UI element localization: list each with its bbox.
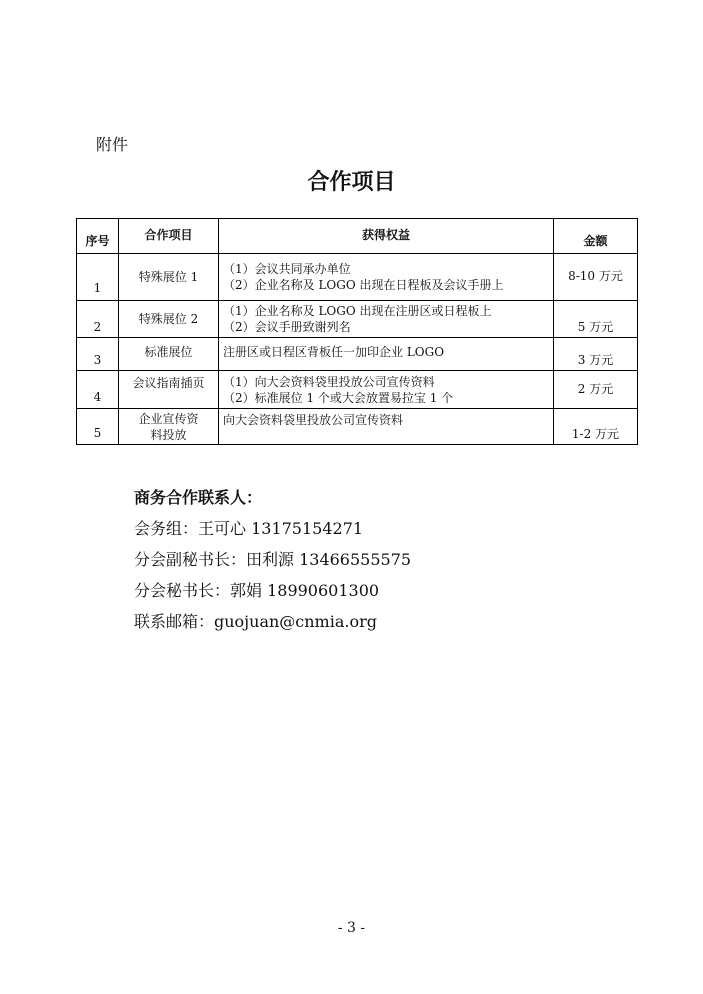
contacts-heading: 商务合作联系人： [134,488,263,507]
row-benefits [219,409,554,445]
row-benefits [219,371,554,409]
row-amount: 2 万元 [554,371,638,409]
row-project: 特殊展位 1 [119,254,219,301]
contact-line-conference: 会务组：王可心 13175154271 [134,519,364,538]
benefit-line: 注册区或日程区背板任一加印企业 LOGO [223,345,445,359]
row-project: 特殊展位 2 [119,301,219,338]
contact-line-deputy-secretary: 分会副秘书长：田利源 13466555575 [134,550,412,569]
cooperation-table [76,218,638,445]
row-benefits [219,301,554,338]
row-benefits [219,338,554,371]
header-amount: 金额 [554,219,638,254]
header-benefits: 获得权益 [219,219,554,254]
row-project: 标准展位 [119,338,219,371]
row-no: 4 [77,371,119,409]
page-number: - 3 - [337,920,366,936]
business-contacts [134,482,411,637]
attachment-label: 附件 [96,135,129,154]
table-row [77,409,638,445]
row-amount: 1-2 万元 [554,409,638,445]
table-row [77,371,638,409]
row-no: 2 [77,301,119,338]
row-no: 5 [77,409,119,445]
row-no: 1 [77,254,119,301]
row-project: 企业宣传资料投放 [119,409,219,445]
row-amount: 3 万元 [554,338,638,371]
row-benefits [219,254,554,301]
table-header-row [77,219,638,254]
benefit-line: （1）会议共同承办单位 [223,262,351,276]
table-row [77,254,638,301]
row-project: 会议指南插页 [119,371,219,409]
row-no: 3 [77,338,119,371]
benefit-line: （1）企业名称及 LOGO 出现在注册区或日程板上 [223,304,492,318]
contact-line-email: 联系邮箱：guojuan@cnmia.org [134,612,377,631]
table-row [77,338,638,371]
benefit-line: （2）会议手册致谢列名 [223,320,351,334]
row-amount: 8-10 万元 [554,254,638,301]
benefit-line: 向大会资料袋里投放公司宣传资料 [223,413,404,427]
table-row [77,301,638,338]
benefit-line: （2）企业名称及 LOGO 出现在日程板及会议手册上 [223,278,504,292]
benefit-line: （2）标准展位 1 个或大会放置易拉宝 1 个 [223,390,454,405]
row-amount: 5 万元 [554,301,638,338]
page-title: 合作项目 [307,170,396,195]
header-project: 合作项目 [119,219,219,254]
benefit-line: （1）向大会资料袋里投放公司宣传资料 [223,374,435,389]
contact-line-secretary: 分会秘书长：郭娟 18990601300 [134,581,380,600]
header-no: 序号 [77,219,119,254]
